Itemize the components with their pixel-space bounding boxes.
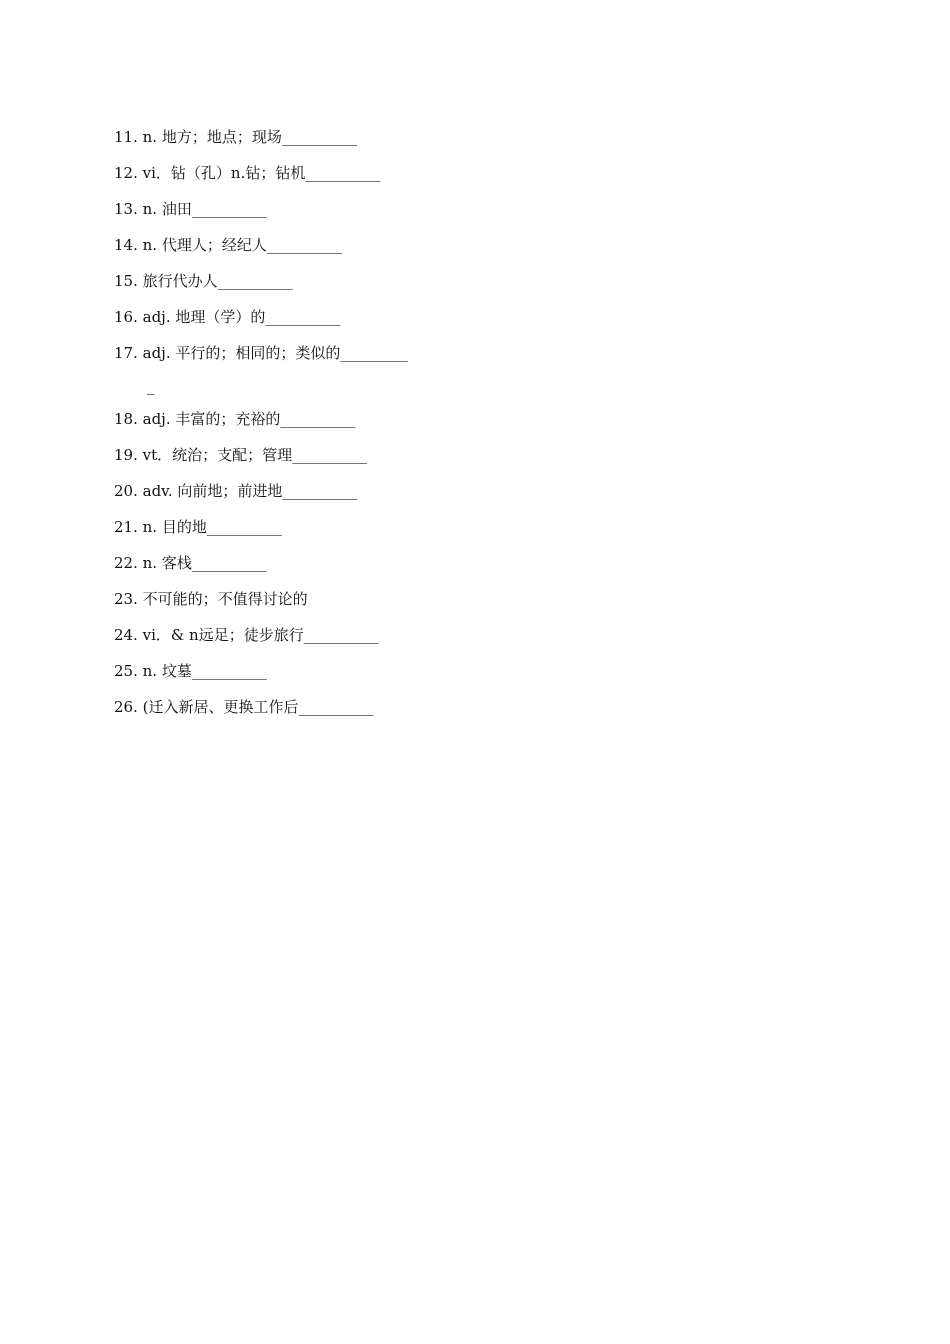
item-number: 15. [114, 272, 138, 290]
list-item [114, 586, 814, 622]
item-number: 25. [114, 662, 138, 680]
list-item [114, 442, 814, 478]
list-item [114, 478, 814, 514]
item-number: 19. [114, 446, 138, 464]
item-text: n. 地方；地点；现场__________ [142, 128, 357, 146]
item-number: 13. [114, 200, 138, 218]
item-number: 12. [114, 164, 138, 182]
item-text: adj. 丰富的；充裕的__________ [142, 410, 356, 428]
item-number: 11. [114, 128, 138, 146]
item-text: n. 坟墓__________ [142, 662, 267, 680]
list-item [114, 340, 814, 376]
item-text: 不可能的；不值得讨论的 [142, 590, 308, 608]
item-text: n. 客栈__________ [142, 554, 267, 572]
item-number: 24. [114, 626, 138, 644]
item-number: 14. [114, 236, 138, 254]
list-item [114, 622, 814, 658]
item-number: 21. [114, 518, 138, 536]
item-text: 旅行代办人__________ [142, 272, 293, 290]
item-number: 17. [114, 344, 138, 362]
list-item [114, 232, 814, 268]
vocabulary-list [114, 124, 814, 730]
item-text: (迁入新居、更换工作后__________ [142, 698, 374, 716]
list-item [114, 196, 814, 232]
list-item [114, 124, 814, 160]
list-item [114, 304, 814, 340]
list-item-continuation: _ [147, 377, 155, 395]
item-text: vt．统治；支配；管理__________ [142, 446, 368, 464]
item-text: adj. 地理（学）的__________ [142, 308, 341, 326]
item-number: 23. [114, 590, 138, 608]
list-item [114, 550, 814, 586]
item-number: 18. [114, 410, 138, 428]
item-text: adv. 向前地；前进地__________ [142, 482, 358, 500]
list-item [114, 160, 814, 196]
item-number: 22. [114, 554, 138, 572]
list-item [114, 694, 814, 730]
list-item [114, 406, 814, 442]
item-text: n. 代理人；经纪人__________ [142, 236, 342, 254]
item-number: 26. [114, 698, 138, 716]
item-text: adj. 平行的；相同的；类似的_________ [142, 344, 408, 362]
item-text: n. 油田__________ [142, 200, 267, 218]
list-item [114, 658, 814, 694]
item-number: 16. [114, 308, 138, 326]
item-text: n. 目的地__________ [142, 518, 282, 536]
list-item [114, 268, 814, 304]
item-text: vi．& n远足；徒步旅行__________ [142, 626, 379, 644]
item-text: vi．钻（孔）n.钻；钻机__________ [142, 164, 381, 182]
item-number: 20. [114, 482, 138, 500]
list-item [114, 514, 814, 550]
